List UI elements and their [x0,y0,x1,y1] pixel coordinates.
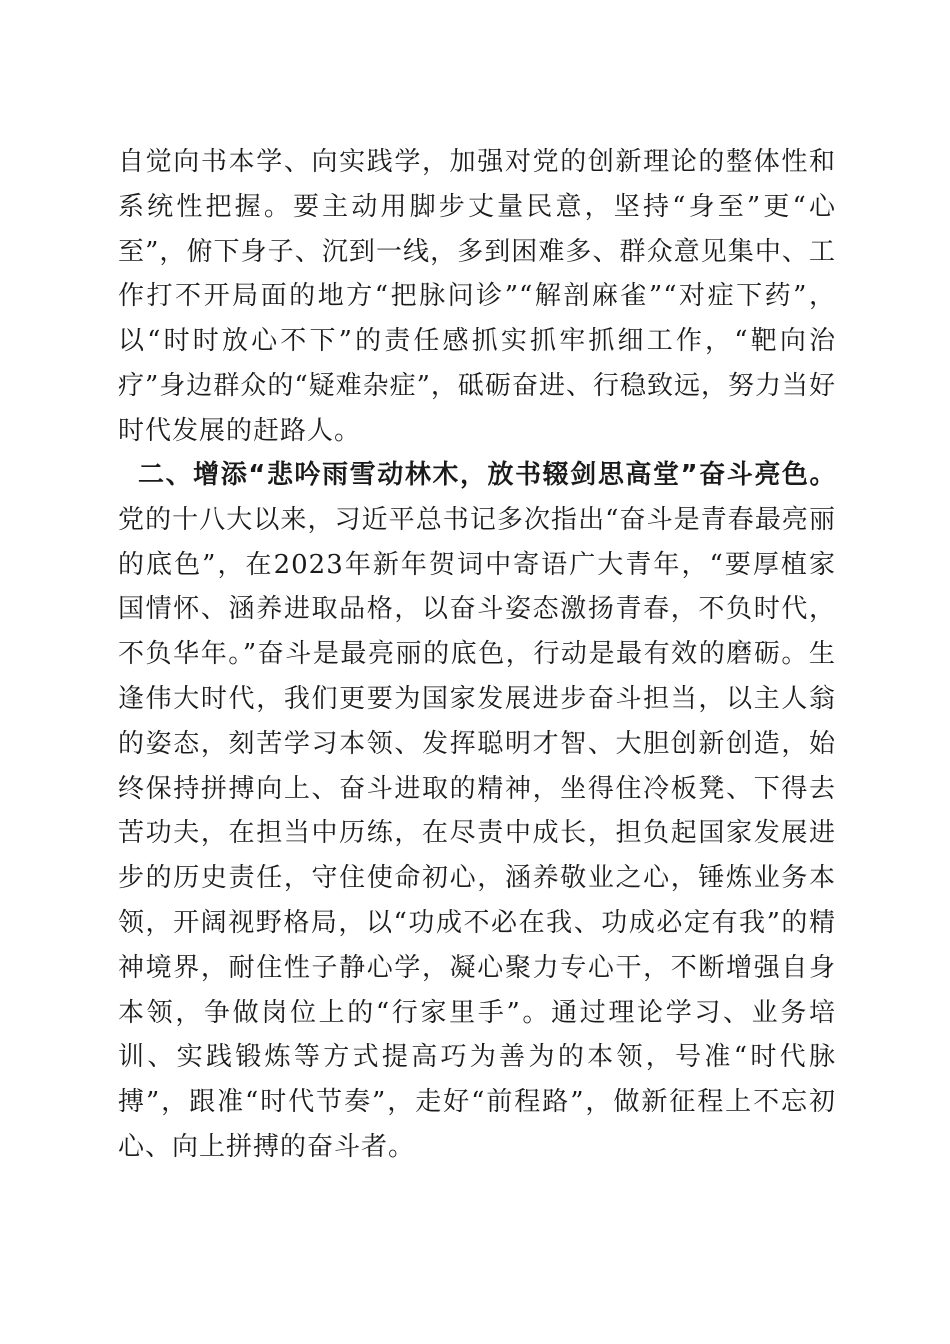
section-2-paragraph [118,453,836,1170]
paragraph-continued: 自觉向书本学、向实践学，加强对党的创新理论的整体性和系统性把握。要主动用脚步丈量民意，坚持“身至”更“心至”，俯下身子、沉到一线，多到困难多、群众意见集中、工作打不开局面的地方“把脉问诊”“解剖麻雀”“对症下药”，以“时时放心不下”的责任感抓实抓牢抓细工作，“靶向治疗”身边群众的“疑难杂症”，砥砺奋进、行稳致远，努力当好时代发展的赶路人。 [118,147,836,446]
section-2-heading: 二、增添“悲吟雨雪动林木，放书辍剑思高堂”奋斗亮色。 [138,460,836,490]
section-2-body: 党的十八大以来，习近平总书记多次指出“奋斗是青春最亮丽的底色”，在2023年新年贺词中寄语广大青年，“要厚植家国情怀、涵养进取品格，以奋斗姿态激扬青春，不负时代，不负华年。”奋斗是最亮丽的底色，行动是最有效的磨砺。生逢伟大时代，我们更要为国家发展进步奋斗担当，以主人翁的姿态，刻苦学习本领、发挥聪明才智、大胆创新创造，始终保持拼搏向上、奋斗进取的精神，坐得住冷板凳、下得去苦功夫，在担当中历练，在尽责中成长，担负起国家发展进步的历史责任，守住使命初心，涵养敬业之心，锤炼业务本领，开阔视野格局，以“功成不必在我、功成必定有我”的精神境界，耐住性子静心学，凝心聚力专心干，不断增强自身本领，争做岗位上的“行家里手”。通过理论学习、业务培训、实践锻炼等方式提高巧为善为的本领，号准“时代脉搏”，跟准“时代节奏”，走好“前程路”，做新征程上不忘初心、向上拼搏的奋斗者。 [118,504,836,1162]
